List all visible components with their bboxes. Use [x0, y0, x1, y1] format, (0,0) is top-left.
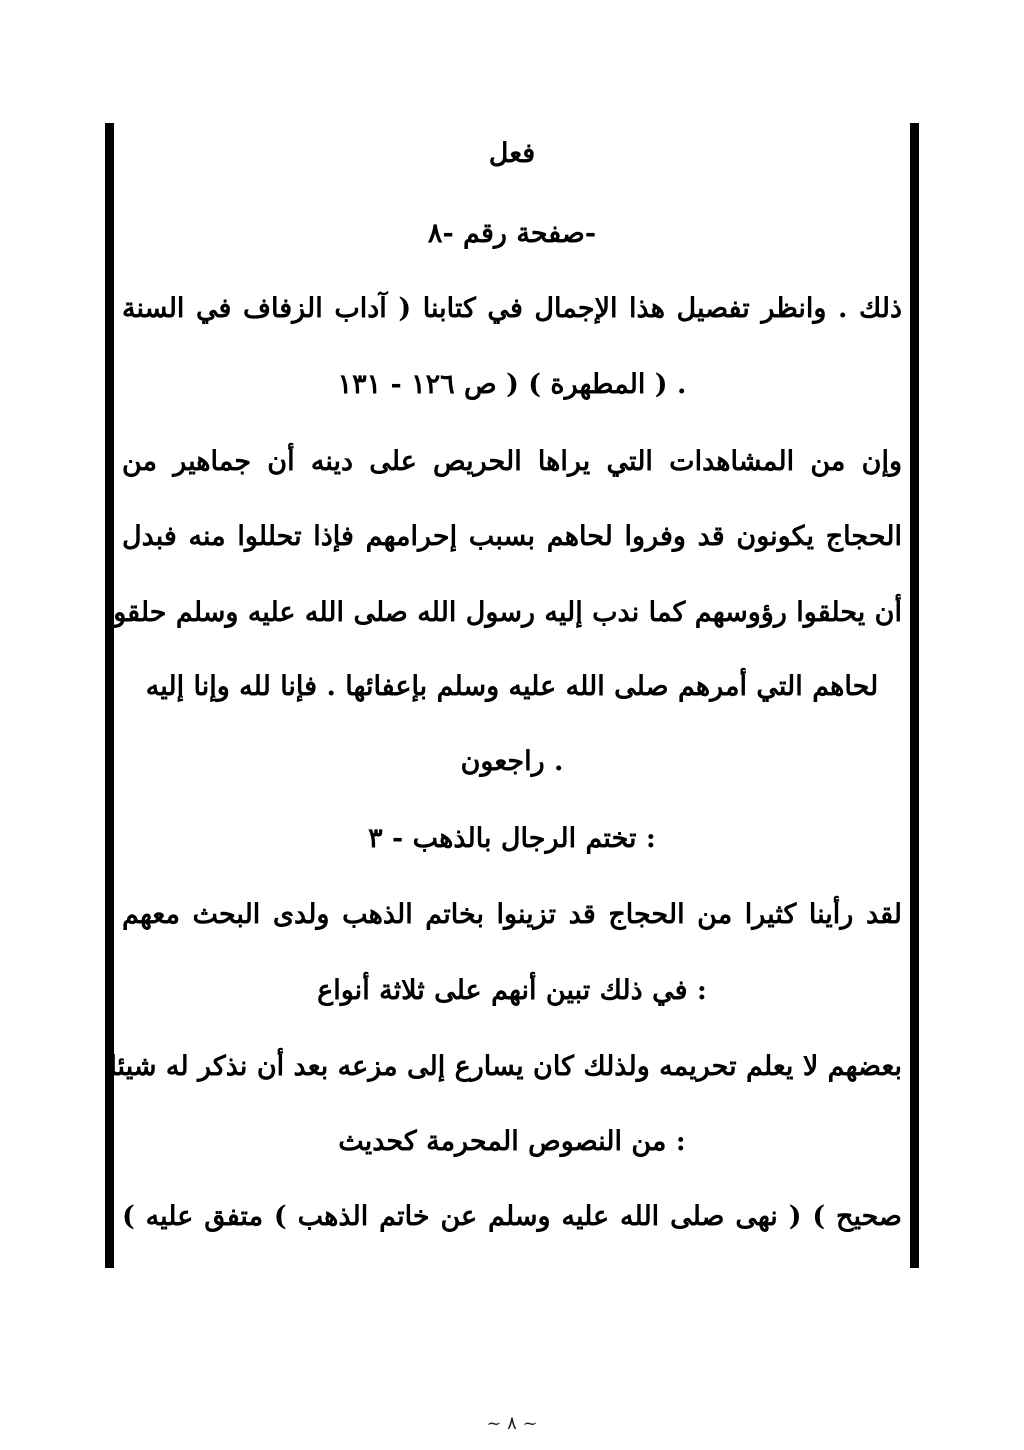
text-line: بعضهم لا يعلم تحريمه ولذلك كان يسارع إلى مزعه بعد أن نذكر له شيئا: [109, 1051, 902, 1082]
text-line: وإن من المشاهدات التي يراها الحريص على دينه أن جماهير من: [122, 446, 902, 477]
text-line: لحاهم التي أمرهم صلى الله عليه وسلم بإعفائها . فإنا لله وإنا إليه: [145, 671, 879, 702]
text-line: . ( المطهرة ) ( ص ١٢٦ - ١٣١: [337, 369, 687, 400]
text-line: الحجاج يكونون قد وفروا لحاهم بسبب إحرامهم فإذا تحللوا منه فبدل: [122, 521, 902, 552]
page-footer-number: ~ ٨ ~: [486, 1413, 538, 1434]
text-line: : في ذلك تبين أنهم على ثلاثة أنواع: [317, 975, 707, 1006]
text-line: لقد رأينا كثيرا من الحجاج قد تزينوا بخاتم الذهب ولدى البحث معهم: [122, 899, 902, 930]
text-line: ذلك . وانظر تفصيل هذا الإجمال في كتابنا ( آداب الزفاف في السنة: [122, 293, 902, 324]
text-line: صحيح ) ( نهى صلى الله عليه وسلم عن خاتم الذهب ) متفق عليه ): [122, 1201, 902, 1232]
text-line: . راجعون: [460, 746, 564, 777]
text-line: أن يحلقوا رؤوسهم كما ندب إليه رسول الله صلى الله عليه وسلم حلقوا: [105, 597, 902, 628]
right-frame-bar: [910, 123, 919, 1268]
text-line: : من النصوص المحرمة كحديث: [338, 1126, 686, 1157]
page-number-label: -صفحة رقم -٨: [427, 218, 597, 249]
section-heading: : تختم الرجال بالذهب - ٣: [368, 823, 656, 854]
page-heading: فعل: [488, 138, 536, 169]
left-frame-bar: [105, 123, 114, 1268]
